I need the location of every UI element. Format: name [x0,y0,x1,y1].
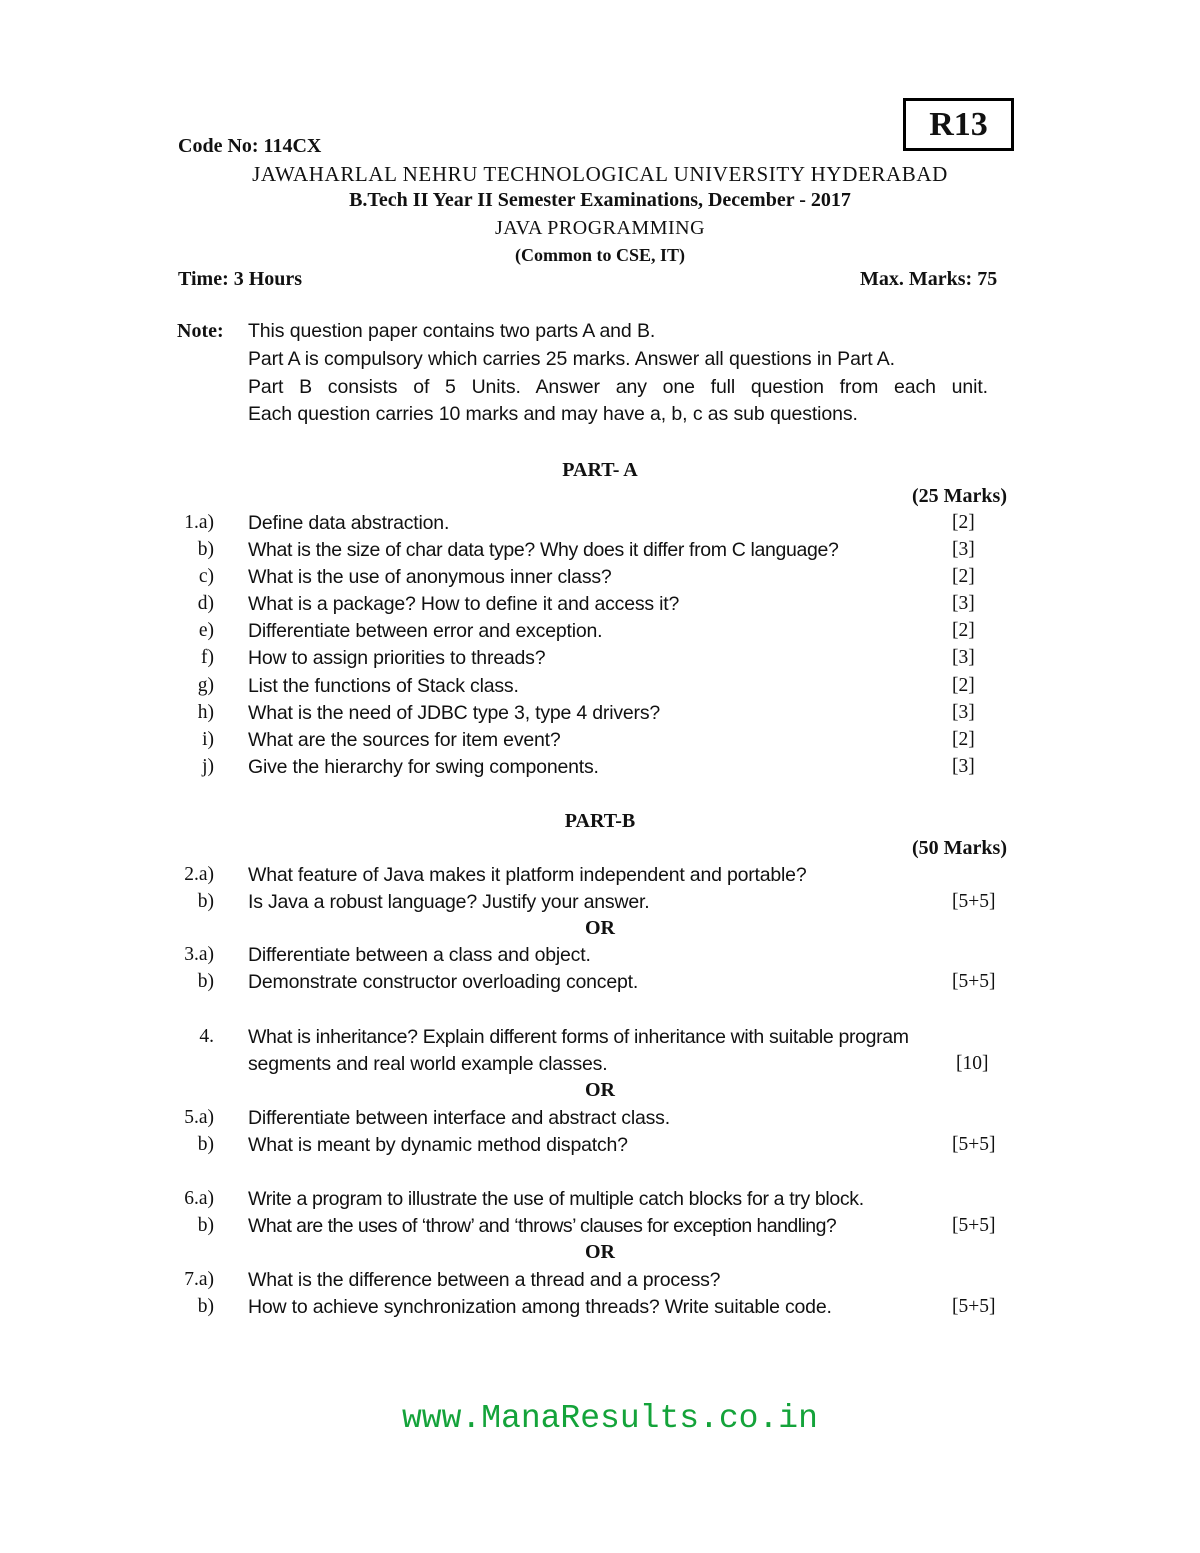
question-row [0,1296,1200,1323]
part-b-marks: (50 Marks) [912,837,1007,859]
question-text: List the functions of Stack class. [248,675,519,697]
question-row [0,1269,1200,1296]
question-marks: [5+5] [952,1296,996,1317]
question-number: b) [197,971,214,992]
question-row [0,620,1200,647]
question-text: What is inheritance? Explain different forms of inheritance with suitable program [248,1026,909,1048]
university-name: JAWAHARLAL NEHRU TECHNOLOGICAL UNIVERSITY HYDERABAD [252,162,948,186]
exam-title: B.Tech II Year II Semester Examinations, December - 2017 [349,189,851,211]
question-number: h) [197,702,214,723]
question-row [0,539,1200,566]
question-marks: [3] [952,702,975,723]
question-row [0,1215,1200,1242]
question-row [0,864,1200,891]
question-number: 1.a) [184,512,214,533]
question-marks: [3] [952,593,975,614]
question-number: b) [197,539,214,560]
question-text: What feature of Java makes it platform independent and portable? [248,864,807,886]
question-number: b) [197,891,214,912]
question-row [0,1134,1200,1161]
question-text: What is the need of JDBC type 3, type 4 drivers? [248,702,661,724]
question-row [0,1188,1200,1215]
max-marks: Max. Marks: 75 [860,268,998,290]
question-row [0,702,1200,729]
question-text: What is the size of char data type? Why does it differ from C language? [248,539,839,561]
question-marks: [3] [952,647,975,668]
question-number: f) [201,647,214,668]
question-number: e) [198,620,214,641]
question-row [0,729,1200,756]
question-number: c) [198,566,214,587]
question-text: segments and real world example classes. [248,1053,608,1075]
question-text: Differentiate between interface and abstract class. [248,1107,670,1129]
note-line: Part B consists of 5 Units. Answer any one full question from each unit. [248,376,988,398]
question-number: b) [197,1215,214,1236]
question-text: How to assign priorities to threads? [248,647,546,669]
part-a-marks: (25 Marks) [912,485,1007,507]
part-b-title: PART-B [564,810,636,832]
question-number: 7.a) [184,1269,214,1290]
question-text: What is the difference between a thread and a process? [248,1269,721,1291]
question-marks: [2] [952,675,975,696]
part-a-title: PART- A [562,459,638,481]
question-number: 2.a) [184,864,214,885]
or-separator: OR [585,917,615,939]
question-marks: [2] [952,620,975,641]
question-number: g) [197,675,214,696]
question-marks: [5+5] [952,971,996,992]
question-marks: [2] [952,512,975,533]
question-number: 4. [199,1026,214,1047]
question-marks: [3] [952,756,975,777]
question-row [0,971,1200,998]
question-number: 5.a) [184,1107,214,1128]
question-number: 3.a) [184,944,214,965]
question-number: i) [202,729,214,750]
question-text: What are the sources for item event? [248,729,561,751]
website-watermark-link[interactable]: www.ManaResults.co.in [402,1400,818,1437]
question-text: Differentiate between error and exception. [248,620,603,642]
question-row [0,675,1200,702]
question-text: What is meant by dynamic method dispatch? [248,1134,628,1156]
question-text: Is Java a robust language? Justify your answer. [248,891,650,913]
question-row [0,1107,1200,1134]
or-separator: OR [585,1079,615,1101]
or-separator: OR [585,1241,615,1263]
question-row [0,1053,1200,1080]
question-marks: [2] [952,566,975,587]
question-text: What is the use of anonymous inner class? [248,566,612,588]
question-row [0,944,1200,971]
question-text: Define data abstraction. [248,512,450,534]
question-number: 6.a) [184,1188,214,1209]
question-number: d) [197,593,214,614]
question-row [0,647,1200,674]
question-marks: [10] [956,1053,989,1074]
question-text: Demonstrate constructor overloading concept. [248,971,639,993]
common-branches: (Common to CSE, IT) [514,245,685,265]
question-marks: [5+5] [952,891,996,912]
regulation-badge: R13 [903,98,1014,151]
question-text: Write a program to illustrate the use of multiple catch blocks for a try block. [248,1188,864,1210]
question-number: b) [197,1296,214,1317]
note-label: Note: [177,320,224,342]
question-number: j) [202,756,214,777]
note-line: This question paper contains two parts A and B. [248,320,656,342]
question-text: Give the hierarchy for swing components. [248,756,599,778]
exam-time: Time: 3 Hours [178,268,303,290]
question-marks: [2] [952,729,975,750]
code-number: Code No: 114CX [178,135,322,157]
subject-title: JAVA PROGRAMMING [494,217,706,239]
question-text: Differentiate between a class and object. [248,944,591,966]
question-row [0,566,1200,593]
question-text: What are the uses of ‘throw’ and ‘throws’ clauses for exception handling? [248,1215,837,1237]
question-row [0,1026,1200,1053]
question-marks: [3] [952,539,975,560]
question-marks: [5+5] [952,1134,996,1155]
question-number: b) [197,1134,214,1155]
question-marks: [5+5] [952,1215,996,1236]
question-text: What is a package? How to define it and access it? [248,593,680,615]
note-line: Each question carries 10 marks and may have a, b, c as sub questions. [248,403,858,425]
question-text: How to achieve synchronization among threads? Write suitable code. [248,1296,832,1318]
question-row [0,891,1200,918]
question-row [0,593,1200,620]
question-row [0,512,1200,539]
question-row [0,756,1200,783]
note-line: Part A is compulsory which carries 25 marks. Answer all questions in Part A. [248,348,896,370]
